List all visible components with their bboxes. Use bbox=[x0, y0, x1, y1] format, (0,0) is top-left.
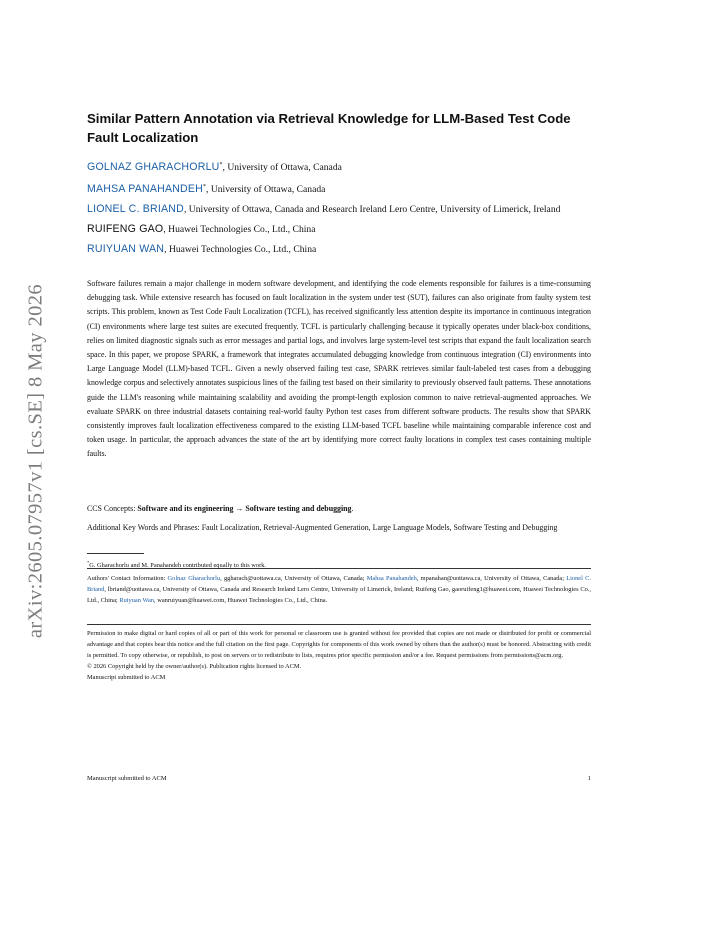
ccs-end: . bbox=[351, 504, 354, 513]
author-name-link[interactable]: GOLNAZ GHARACHORLU bbox=[87, 161, 220, 174]
author-contact-link[interactable]: Lionel C. Briand bbox=[87, 575, 591, 594]
author-entry bbox=[87, 156, 591, 178]
keywords: Additional Key Words and Phrases: Fault Localization, Retrieval-Augmented Generation, Large Language Models, Software Testing and Debugging bbox=[87, 523, 558, 532]
abstract-text: Software failures remain a major challenge in modern software development, and identifying the code elements responsible for failures is a time-consuming debugging task. While extensive research has focused on fault localization in the system under test (SUT), failures can also originate from faulty system test scripts. This problem, known as Test Code Fault Localization (TCFL), has received significantly less attention despite its importance in continuous integration (CI) environments where large test suites are executed frequently. TCFL is particularly challenging because it typically operates under black-box conditions, relies on limited diagnostic signals such as error messages and partial logs, and involves large system-level test scripts that expand the fault localization search space. In this paper, we propose SPARK, a framework that integrates accumulated debugging knowledge from continuous integration (CI) environments into Large Language Model (LLM)-based TCFL. Given a newly observed failing test case, SPARK retrieves similar fault-labeled test cases from a debugging knowledge corpus and selectively annotates suspicious lines of the failing test based on their similarity to previously observed fault patterns. These annotations guide the LLM's reasoning while maintaining scalability and avoiding the prompt-length explosion common to naive retrieval-augmented approaches. We evaluate SPARK on three industrial datasets containing real-world faulty Python test cases from different software products. The results show that SPARK consistently improves fault localization effectiveness compared to the existing LLM-based TCFL baseline while maintaining comparable inference cost and token usage. In particular, the approach advances the state of the art by identifying more correct faulty locations in complex test cases containing multiple faults. bbox=[87, 279, 591, 459]
footnote-mark: * bbox=[87, 560, 90, 565]
author-affiliation: , University of Ottawa, Canada bbox=[206, 184, 326, 196]
ccs-concepts-text: Software and its engineering → Software testing and debugging bbox=[137, 504, 352, 513]
contact-text: , wanruiyuan@huawei.com, Huawei Technologies Co., Ltd., China. bbox=[154, 597, 328, 605]
author-name: RUIFENG GAO bbox=[87, 222, 164, 235]
abstract bbox=[87, 277, 591, 462]
footer-manuscript-note: Manuscript submitted to ACM bbox=[87, 775, 167, 782]
permission-text: Permission to make digital or hard copies of all or part of this work for personal or classroom use is granted without fee provided that copies are not made or distributed for profit or commercial advantage and that copies bear this notice and the full citation on the first page. Copyrights for components of this work owned by others than the author(s) must be honored. Abstracting with credit is permitted. To copy otherwise, or republish, to post on servers or to redistribute to lists, requires prior specific permission and/or a fee. Request permissions from permissions@acm.org. bbox=[87, 630, 591, 660]
author-entry bbox=[87, 220, 591, 240]
contact-text: , ggharach@uottawa.ca, University of Ottawa, Canada; bbox=[220, 575, 367, 582]
author-entry bbox=[87, 178, 591, 200]
manuscript-note: Manuscript submitted to ACM bbox=[87, 674, 166, 682]
copyright-text: © 2026 Copyright held by the owner/author(s). Publication rights licensed to ACM. bbox=[87, 663, 302, 671]
author-name-link[interactable]: MAHSA PANAHANDEH bbox=[87, 183, 204, 196]
author-contact-link[interactable]: Mahsa Panahandeh bbox=[366, 575, 417, 582]
equal-contribution-mark: * bbox=[219, 162, 223, 168]
author-entry bbox=[87, 240, 591, 260]
footnote-divider bbox=[87, 553, 144, 554]
author-contact-link[interactable]: Ruiyuan Wan bbox=[119, 597, 155, 605]
author-affiliation: , University of Ottawa, Canada bbox=[222, 162, 342, 174]
permission-divider bbox=[87, 624, 591, 625]
author-name-link[interactable]: RUIYUAN WAN bbox=[87, 242, 165, 255]
contact-divider bbox=[87, 568, 591, 569]
author-affiliation: , University of Ottawa, Canada and Research Ireland Lero Centre, University of Limerick, Ireland bbox=[184, 203, 561, 215]
page-footer bbox=[87, 774, 591, 784]
footnote-text: G. Gharachorlu and M. Panahandeh contributed equally to this work. bbox=[89, 562, 267, 570]
arxiv-sidebar bbox=[19, 255, 53, 667]
contact-text: Authors' Contact Information: bbox=[87, 575, 168, 582]
arxiv-identifier: arXiv:2605.07957v1 [cs.SE] 8 May 2026 bbox=[24, 283, 47, 639]
equal-contribution-footnote bbox=[87, 557, 591, 571]
paper-title: Similar Pattern Annotation via Retrieval Knowledge for LLM-Based Test Code Fault Localization bbox=[87, 111, 571, 145]
equal-contribution-mark: * bbox=[203, 183, 207, 190]
contact-text: , mpanahan@uottawa.ca, University of Ottawa, Canada; bbox=[416, 575, 567, 582]
permission-block bbox=[87, 628, 591, 683]
contact-information bbox=[87, 573, 591, 606]
author-affiliation: , Huawei Technologies Co., Ltd., China bbox=[164, 243, 317, 255]
ccs-concepts bbox=[87, 502, 591, 516]
ccs-label: CCS Concepts: bbox=[87, 504, 138, 513]
author-entry bbox=[87, 200, 591, 220]
page-number: 1 bbox=[587, 775, 591, 782]
author-name-link[interactable]: LIONEL C. BRIAND bbox=[87, 202, 184, 215]
contact-text: , lbriand@uottawa.ca, University of Ottawa, Canada and Research Ireland Lero Centre, University of Limerick, Ireland; Ruifeng Gao, gaoruifeng1@huawei.com, Huawei Technologies Co., Ltd., China; bbox=[87, 586, 591, 605]
author-contact-link[interactable]: Golnaz Gharachorlu bbox=[167, 575, 221, 582]
author-list bbox=[87, 156, 591, 259]
author-affiliation: , Huawei Technologies Co., Ltd., China bbox=[163, 223, 316, 235]
